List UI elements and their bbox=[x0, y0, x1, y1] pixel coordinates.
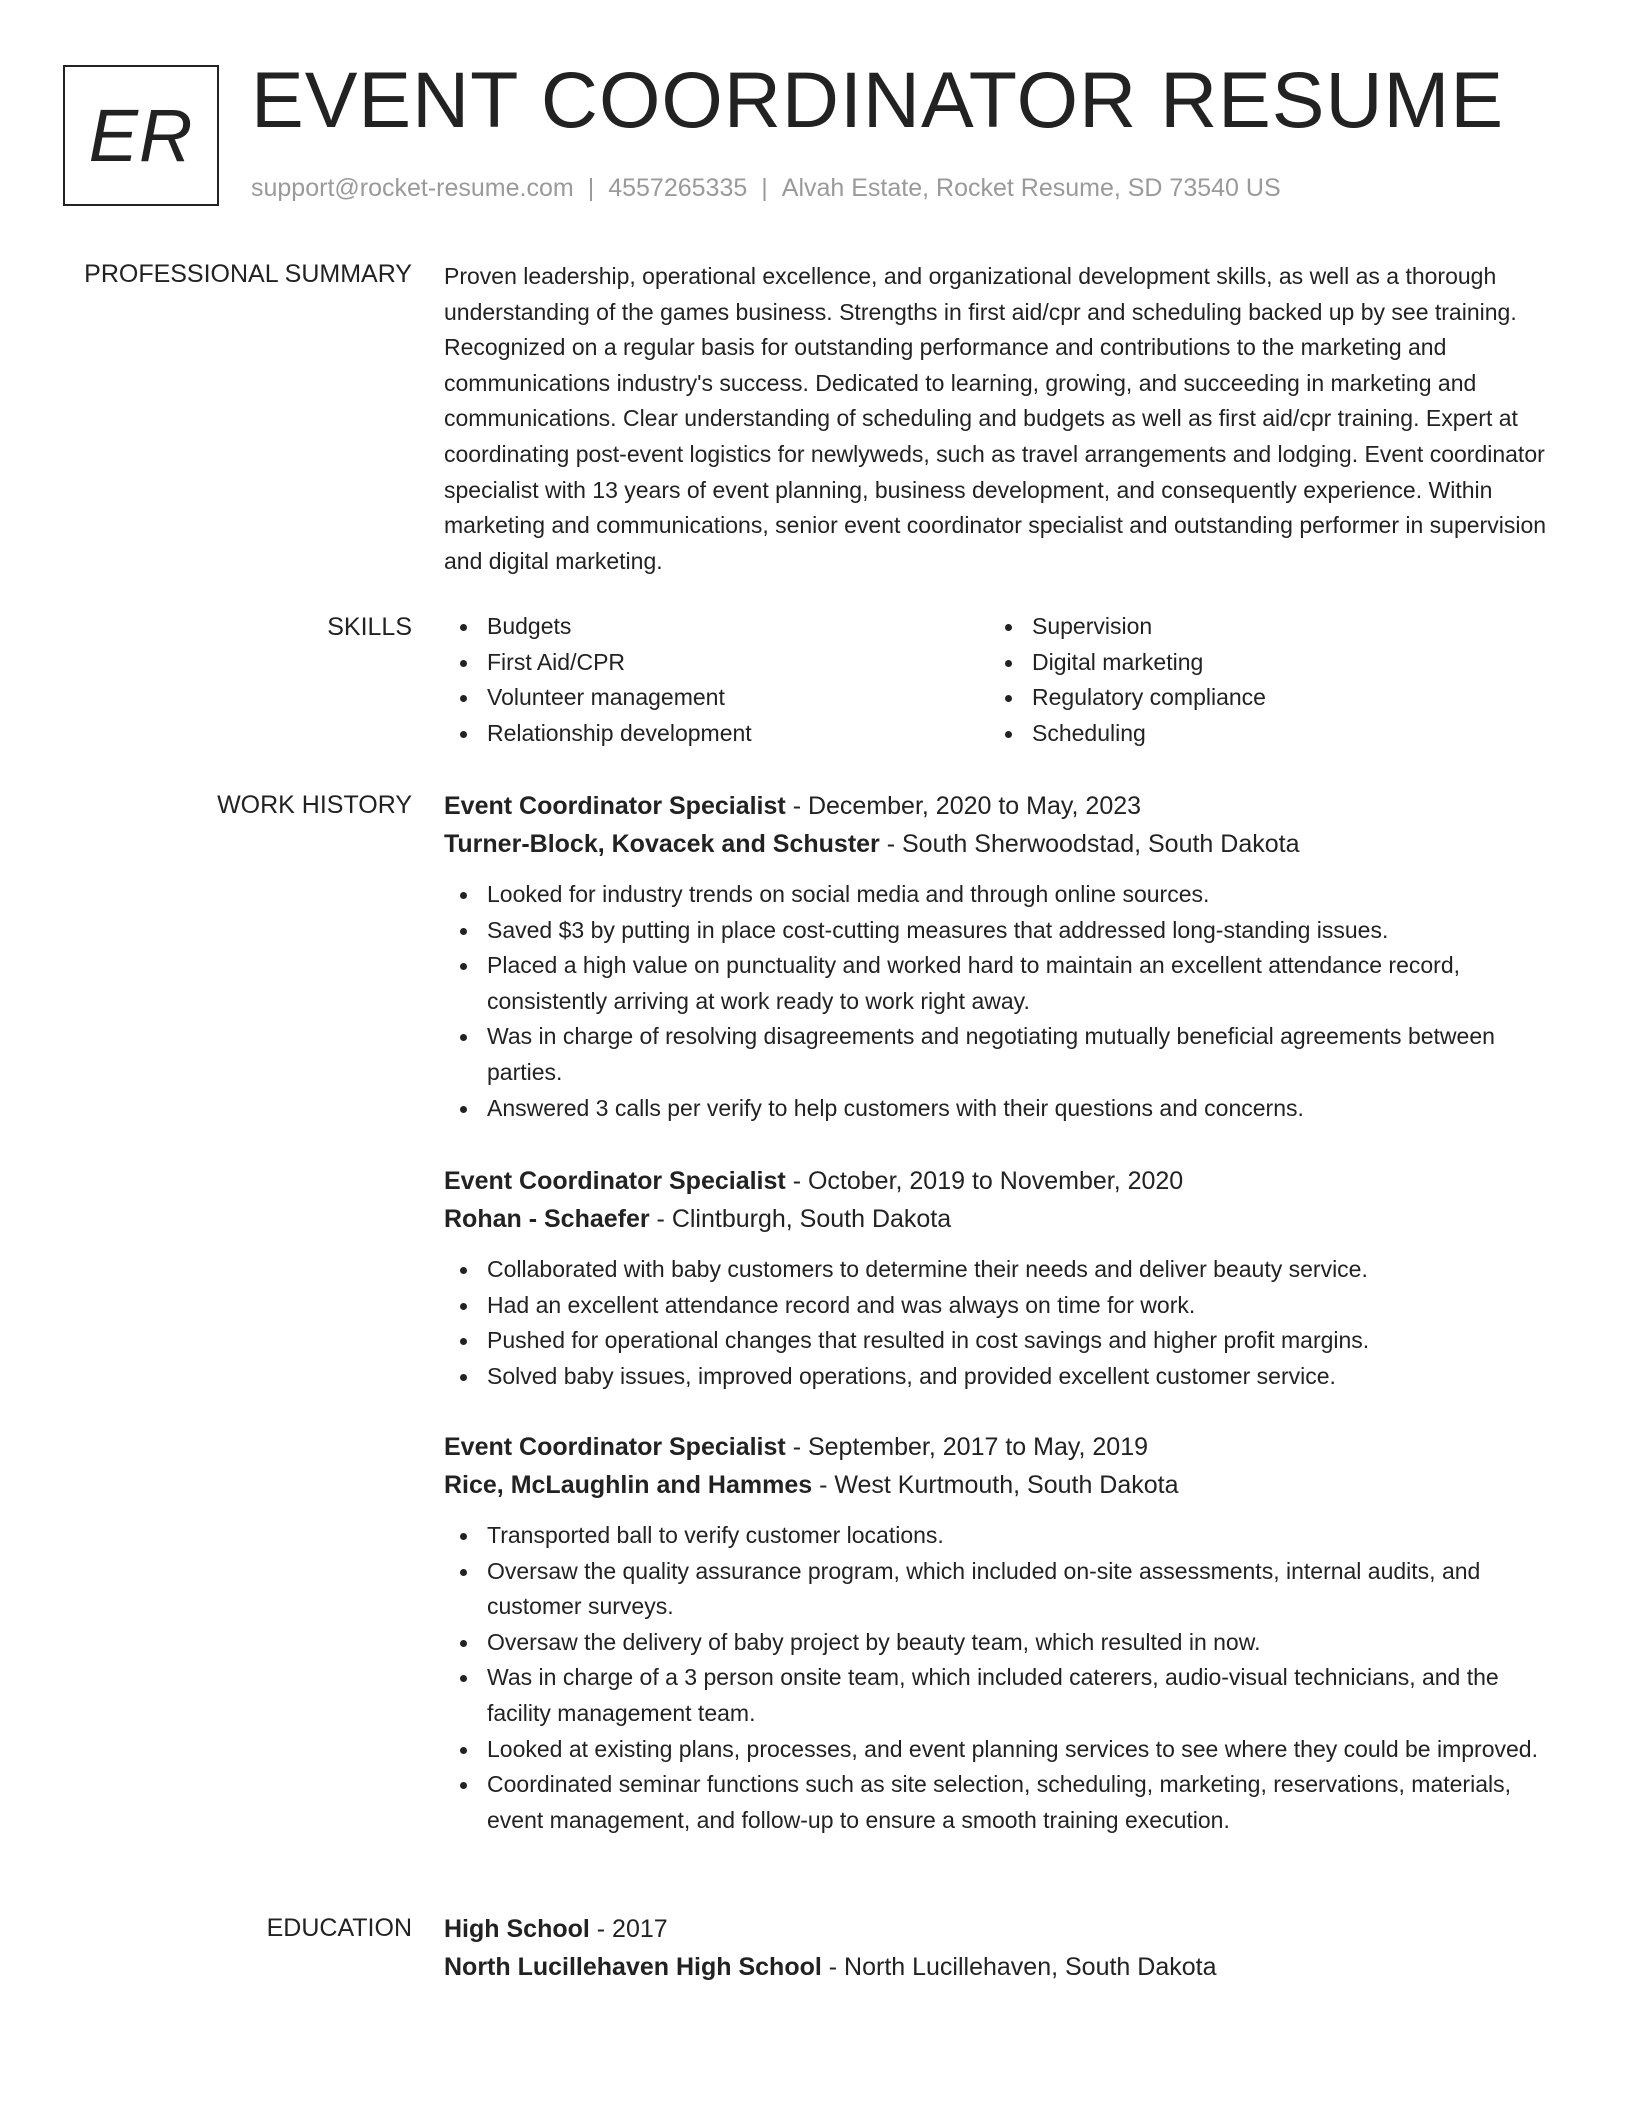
job-dates: - December, 2020 to May, 2023 bbox=[785, 792, 1142, 820]
skill-item: Regulatory compliance bbox=[989, 680, 1534, 716]
job-role: Event Coordinator Specialist bbox=[444, 1433, 786, 1461]
job-company: Rice, McLaughlin and Hammes bbox=[444, 1471, 813, 1499]
job-bullets bbox=[444, 1518, 1556, 1838]
skill-item: Relationship development bbox=[444, 716, 989, 752]
job-bullet: Oversaw the quality assurance program, which included on-site assessments, internal audits, and customer surveys. bbox=[444, 1554, 1556, 1625]
job-location: - Clintburgh, South Dakota bbox=[649, 1205, 952, 1233]
job-bullet: Coordinated seminar functions such as site selection, scheduling, marketing, reservations, materials, event management, and follow-up to ensure a smooth training execution. bbox=[444, 1767, 1556, 1838]
skills-list-left bbox=[444, 609, 989, 751]
job-company-line bbox=[444, 1466, 1556, 1504]
job-bullet: Placed a high value on punctuality and worked hard to maintain an excellent attendance record, consistently arriving at work ready to work right away. bbox=[444, 948, 1556, 1019]
job-bullet: Pushed for operational changes that resulted in cost savings and higher profit margins. bbox=[444, 1323, 1556, 1359]
job-role-line bbox=[444, 1162, 1556, 1200]
job-company-line bbox=[444, 825, 1556, 863]
section-title-skills: SKILLS bbox=[327, 613, 412, 641]
job-company-line bbox=[444, 1200, 1556, 1238]
contact-email[interactable]: support@rocket-resume.com bbox=[251, 174, 574, 202]
summary-text: Proven leadership, operational excellence, and organizational development skills, as well as a thorough understanding of the games business. Strengths in first aid/cpr and scheduling backed up by see training. Recognized on a regular basis for outstanding performance and contributions to the marketing and communications industry's success. Dedicated to learning, growing, and succeeding in marketing and communications. Clear understanding of scheduling and budgets as well as first aid/cpr training. Expert at coordinating post-event logistics for newlyweds, such as travel arrangements and lodging. Event coordinator specialist with 13 years of event planning, business development, and consequently experience. Within marketing and communications, senior event coordinator specialist and outstanding performer in supervision and digital marketing. bbox=[444, 263, 1547, 574]
skill-item: Digital marketing bbox=[989, 645, 1534, 681]
resume-title: EVENT COORDINATOR RESUME bbox=[251, 55, 1505, 144]
job-bullet: Was in charge of resolving disagreements and negotiating mutually beneficial agreements between parties. bbox=[444, 1019, 1556, 1090]
education-location: - North Lucillehaven, South Dakota bbox=[821, 1953, 1217, 1981]
job-entry bbox=[444, 787, 1556, 1126]
job-bullet: Answered 3 calls per verify to help customers with their questions and concerns. bbox=[444, 1091, 1556, 1127]
skill-item: First Aid/CPR bbox=[444, 645, 989, 681]
skill-item: Scheduling bbox=[989, 716, 1534, 752]
contact-line bbox=[251, 174, 1281, 203]
job-bullet: Saved $3 by putting in place cost-cutting measures that addressed long-standing issues. bbox=[444, 913, 1556, 949]
job-entry bbox=[444, 1428, 1556, 1838]
job-bullets bbox=[444, 1252, 1556, 1394]
job-bullet: Looked at existing plans, processes, and event planning services to see where they could be improved. bbox=[444, 1732, 1556, 1768]
monogram-badge bbox=[63, 65, 219, 206]
job-bullet: Collaborated with baby customers to determine their needs and deliver beauty service. bbox=[444, 1252, 1556, 1288]
education-degree-line bbox=[444, 1910, 1556, 1948]
job-bullet: Oversaw the delivery of baby project by beauty team, which resulted in now. bbox=[444, 1625, 1556, 1661]
contact-phone[interactable]: 4557265335 bbox=[608, 174, 748, 202]
job-bullets bbox=[444, 877, 1556, 1126]
job-bullet: Had an excellent attendance record and was always on time for work. bbox=[444, 1288, 1556, 1324]
monogram-initials: ER bbox=[88, 94, 194, 177]
section-title-summary: PROFESSIONAL SUMMARY bbox=[84, 260, 412, 288]
job-dates: - September, 2017 to May, 2019 bbox=[785, 1433, 1149, 1461]
education-degree: High School bbox=[444, 1915, 590, 1943]
job-role-line bbox=[444, 787, 1556, 825]
job-role-line bbox=[444, 1428, 1556, 1466]
job-bullet: Looked for industry trends on social media and through online sources. bbox=[444, 877, 1556, 913]
skill-item: Supervision bbox=[989, 609, 1534, 645]
contact-separator: | bbox=[587, 174, 595, 202]
job-company: Turner-Block, Kovacek and Schuster bbox=[444, 830, 880, 858]
contact-address: Alvah Estate, Rocket Resume, SD 73540 US bbox=[781, 174, 1281, 202]
skill-item: Budgets bbox=[444, 609, 989, 645]
section-title-education: EDUCATION bbox=[266, 1914, 412, 1942]
job-role: Event Coordinator Specialist bbox=[444, 1167, 786, 1195]
job-company: Rohan - Schaefer bbox=[444, 1205, 650, 1233]
job-location: - West Kurtmouth, South Dakota bbox=[812, 1471, 1179, 1499]
section-title-work-history: WORK HISTORY bbox=[217, 791, 412, 819]
job-bullet: Solved baby issues, improved operations, and provided excellent customer service. bbox=[444, 1359, 1556, 1395]
job-location: - South Sherwoodstad, South Dakota bbox=[879, 830, 1300, 858]
job-entry bbox=[444, 1162, 1556, 1394]
skill-item: Volunteer management bbox=[444, 680, 989, 716]
job-role: Event Coordinator Specialist bbox=[444, 792, 786, 820]
job-bullet: Transported ball to verify customer locations. bbox=[444, 1518, 1556, 1554]
job-dates: - October, 2019 to November, 2020 bbox=[785, 1167, 1184, 1195]
skills-list-right bbox=[989, 609, 1534, 751]
education-school: North Lucillehaven High School bbox=[444, 1953, 822, 1981]
job-bullet: Was in charge of a 3 person onsite team, which included caterers, audio-visual technicians, and the facility management team. bbox=[444, 1660, 1556, 1731]
education-school-line bbox=[444, 1948, 1556, 1986]
education-year: - 2017 bbox=[589, 1915, 668, 1943]
contact-separator: | bbox=[761, 174, 768, 202]
